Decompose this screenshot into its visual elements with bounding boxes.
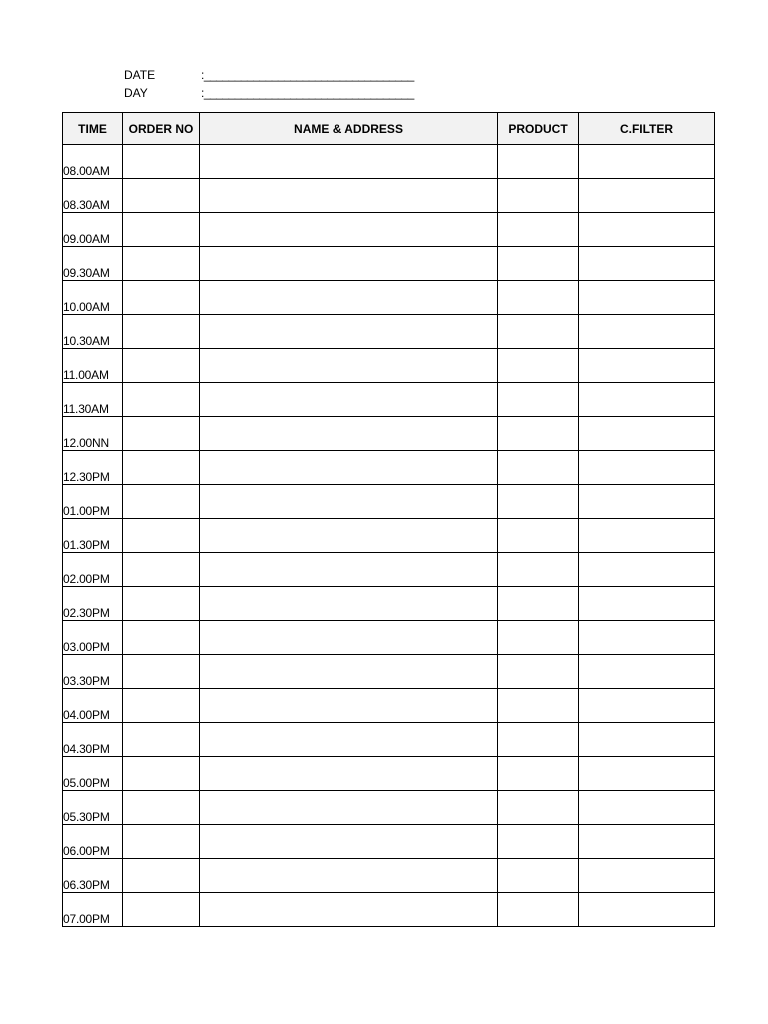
order-no-cell[interactable] (123, 587, 200, 621)
time-cell: 11.00AM (63, 349, 123, 383)
product-cell[interactable] (498, 893, 579, 927)
name-address-cell[interactable] (200, 349, 498, 383)
column-header-product: PRODUCT (498, 113, 579, 145)
c-filter-cell[interactable] (579, 587, 715, 621)
time-cell: 10.00AM (63, 281, 123, 315)
product-cell[interactable] (498, 451, 579, 485)
c-filter-cell[interactable] (579, 893, 715, 927)
time-cell: 05.00PM (63, 757, 123, 791)
c-filter-cell[interactable] (579, 553, 715, 587)
name-address-cell[interactable] (200, 723, 498, 757)
time-cell: 06.00PM (63, 825, 123, 859)
time-cell: 01.30PM (63, 519, 123, 553)
order-no-cell[interactable] (123, 485, 200, 519)
time-cell: 08.00AM (63, 145, 123, 179)
order-no-cell[interactable] (123, 451, 200, 485)
c-filter-cell[interactable] (579, 655, 715, 689)
table-row (63, 213, 715, 247)
order-no-cell[interactable] (123, 315, 200, 349)
order-no-cell[interactable] (123, 417, 200, 451)
table-row (63, 757, 715, 791)
product-cell[interactable] (498, 689, 579, 723)
product-cell[interactable] (498, 655, 579, 689)
name-address-cell[interactable] (200, 485, 498, 519)
table-row (63, 281, 715, 315)
column-header-c-filter: C.FILTER (579, 113, 715, 145)
time-cell: 03.30PM (63, 655, 123, 689)
product-cell[interactable] (498, 145, 579, 179)
order-no-cell[interactable] (123, 281, 200, 315)
c-filter-cell[interactable] (579, 791, 715, 825)
product-cell[interactable] (498, 825, 579, 859)
time-cell: 09.00AM (63, 213, 123, 247)
order-no-cell[interactable] (123, 179, 200, 213)
order-no-cell[interactable] (123, 213, 200, 247)
time-cell: 08.30AM (63, 179, 123, 213)
table-row (63, 791, 715, 825)
product-cell[interactable] (498, 315, 579, 349)
table-row (63, 315, 715, 349)
time-cell: 11.30AM (63, 383, 123, 417)
day-field (124, 86, 414, 100)
date-field (124, 68, 414, 82)
product-cell[interactable] (498, 247, 579, 281)
table-row (63, 859, 715, 893)
product-cell[interactable] (498, 213, 579, 247)
table-row (63, 893, 715, 927)
time-cell: 07.00PM (63, 893, 123, 927)
name-address-cell[interactable] (200, 893, 498, 927)
order-no-cell[interactable] (123, 621, 200, 655)
product-cell[interactable] (498, 485, 579, 519)
c-filter-cell[interactable] (579, 281, 715, 315)
time-cell: 02.30PM (63, 587, 123, 621)
product-cell[interactable] (498, 349, 579, 383)
time-cell: 04.00PM (63, 689, 123, 723)
name-address-cell[interactable] (200, 213, 498, 247)
c-filter-cell[interactable] (579, 485, 715, 519)
time-cell: 09.30AM (63, 247, 123, 281)
c-filter-cell[interactable] (579, 247, 715, 281)
column-header-time: TIME (63, 113, 123, 145)
date-value-line[interactable]: :__________________________________ (201, 68, 414, 82)
table-row (63, 723, 715, 757)
order-no-cell[interactable] (123, 145, 200, 179)
time-cell: 06.30PM (63, 859, 123, 893)
table-row (63, 179, 715, 213)
c-filter-cell[interactable] (579, 859, 715, 893)
c-filter-cell[interactable] (579, 689, 715, 723)
product-cell[interactable] (498, 587, 579, 621)
name-address-cell[interactable] (200, 757, 498, 791)
table-row (63, 145, 715, 179)
table-row (63, 383, 715, 417)
name-address-cell[interactable] (200, 689, 498, 723)
product-cell[interactable] (498, 791, 579, 825)
name-address-cell[interactable] (200, 825, 498, 859)
name-address-cell[interactable] (200, 451, 498, 485)
table-row (63, 417, 715, 451)
time-cell: 03.00PM (63, 621, 123, 655)
day-value-line[interactable]: :__________________________________ (201, 86, 414, 100)
table-row (63, 655, 715, 689)
table-row (63, 247, 715, 281)
name-address-cell[interactable] (200, 383, 498, 417)
c-filter-cell[interactable] (579, 179, 715, 213)
name-address-cell[interactable] (200, 655, 498, 689)
c-filter-cell[interactable] (579, 723, 715, 757)
c-filter-cell[interactable] (579, 519, 715, 553)
order-no-cell[interactable] (123, 825, 200, 859)
table-row (63, 349, 715, 383)
product-cell[interactable] (498, 723, 579, 757)
order-no-cell[interactable] (123, 519, 200, 553)
order-no-cell[interactable] (123, 757, 200, 791)
table-row (63, 689, 715, 723)
c-filter-cell[interactable] (579, 417, 715, 451)
c-filter-cell[interactable] (579, 757, 715, 791)
product-cell[interactable] (498, 519, 579, 553)
name-address-cell[interactable] (200, 315, 498, 349)
name-address-cell[interactable] (200, 859, 498, 893)
name-address-cell[interactable] (200, 145, 498, 179)
name-address-cell[interactable] (200, 519, 498, 553)
product-cell[interactable] (498, 383, 579, 417)
name-address-cell[interactable] (200, 587, 498, 621)
table-row (63, 451, 715, 485)
day-label: DAY (124, 86, 148, 100)
c-filter-cell[interactable] (579, 213, 715, 247)
order-no-cell[interactable] (123, 893, 200, 927)
schedule-table (62, 112, 715, 927)
name-address-cell[interactable] (200, 247, 498, 281)
table-row (63, 485, 715, 519)
table-row (63, 519, 715, 553)
date-label: DATE (124, 68, 156, 82)
name-address-cell[interactable] (200, 417, 498, 451)
order-no-cell[interactable] (123, 689, 200, 723)
time-cell: 12.00NN (63, 417, 123, 451)
product-cell[interactable] (498, 281, 579, 315)
c-filter-cell[interactable] (579, 621, 715, 655)
order-no-cell[interactable] (123, 655, 200, 689)
time-cell: 02.00PM (63, 553, 123, 587)
order-no-cell[interactable] (123, 553, 200, 587)
product-cell[interactable] (498, 179, 579, 213)
c-filter-cell[interactable] (579, 825, 715, 859)
order-no-cell[interactable] (123, 349, 200, 383)
time-cell: 12.30PM (63, 451, 123, 485)
time-cell: 01.00PM (63, 485, 123, 519)
table-row (63, 553, 715, 587)
product-cell[interactable] (498, 621, 579, 655)
product-cell[interactable] (498, 757, 579, 791)
c-filter-cell[interactable] (579, 383, 715, 417)
schedule-body (63, 145, 715, 927)
name-address-cell[interactable] (200, 179, 498, 213)
table-row (63, 825, 715, 859)
product-cell[interactable] (498, 553, 579, 587)
column-header-name-address: NAME & ADDRESS (200, 113, 498, 145)
order-no-cell[interactable] (123, 791, 200, 825)
c-filter-cell[interactable] (579, 315, 715, 349)
c-filter-cell[interactable] (579, 451, 715, 485)
time-cell: 10.30AM (63, 315, 123, 349)
table-header-row (63, 113, 715, 145)
name-address-cell[interactable] (200, 553, 498, 587)
order-no-cell[interactable] (123, 383, 200, 417)
table-row (63, 621, 715, 655)
name-address-cell[interactable] (200, 791, 498, 825)
name-address-cell[interactable] (200, 281, 498, 315)
time-cell: 04.30PM (63, 723, 123, 757)
product-cell[interactable] (498, 417, 579, 451)
time-cell: 05.30PM (63, 791, 123, 825)
product-cell[interactable] (498, 859, 579, 893)
c-filter-cell[interactable] (579, 145, 715, 179)
table-row (63, 587, 715, 621)
order-no-cell[interactable] (123, 723, 200, 757)
order-no-cell[interactable] (123, 247, 200, 281)
order-no-cell[interactable] (123, 859, 200, 893)
column-header-order-no: ORDER NO (123, 113, 200, 145)
c-filter-cell[interactable] (579, 349, 715, 383)
name-address-cell[interactable] (200, 621, 498, 655)
